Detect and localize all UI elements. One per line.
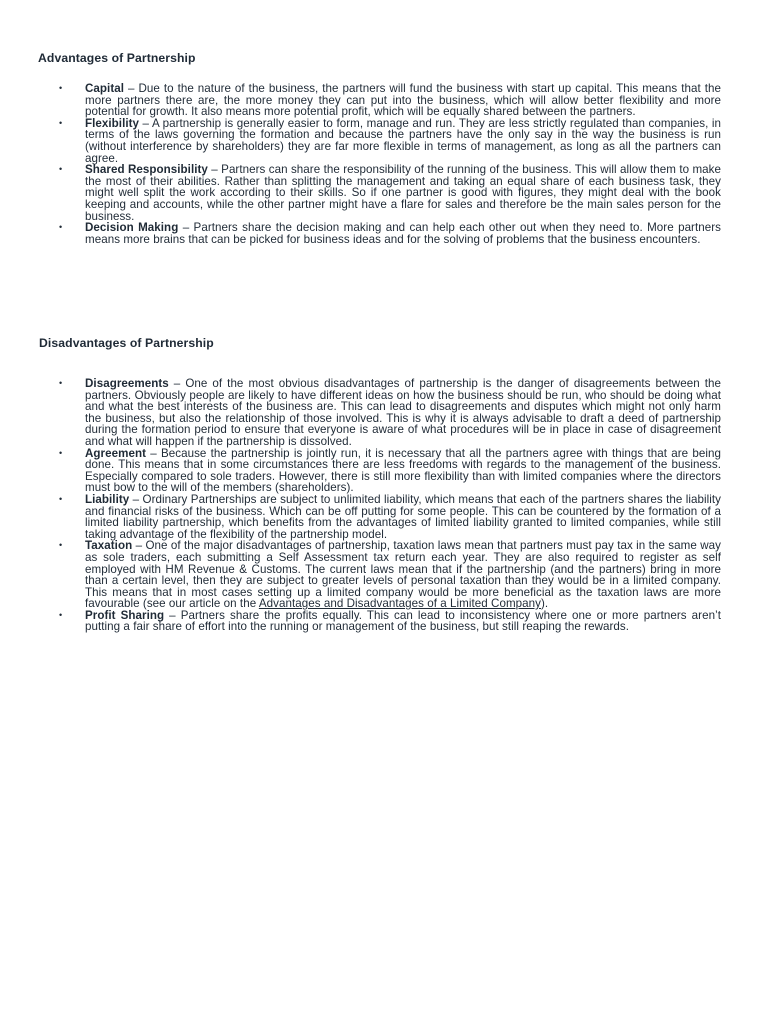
item-term: Liability	[85, 492, 130, 506]
advantages-list	[38, 83, 721, 245]
bullet-icon: •	[59, 493, 63, 504]
item-term: Profit Sharing	[85, 608, 165, 622]
item-term: Shared Responsibility	[85, 163, 208, 177]
bullet-icon: •	[59, 222, 63, 233]
bullet-icon: •	[59, 83, 63, 93]
list-item	[38, 540, 721, 610]
item-text: Partners share the profits equally. This can lead to inconsistency where one or more partners aren’t putting a fair share of effort into the running or management of the business, but still reaping the rewards.	[85, 608, 721, 634]
bullet-icon: •	[59, 164, 63, 175]
advantages-heading: Advantages of Partnership	[38, 51, 196, 65]
item-term: Taxation	[85, 539, 133, 553]
term-separator: –	[139, 116, 152, 130]
bullet-icon: •	[59, 540, 63, 551]
term-separator: –	[129, 492, 143, 506]
item-term: Capital	[85, 82, 125, 95]
item-text: A partnership is generally easier to form, manage and run. They are less strictly regulated than companies, in terms of the laws governing the formation and because the partners have the only say in the way the business is run (without interference by shareholders) they are far more flexible in terms of management, as long as all the partners can agree.	[85, 116, 721, 165]
term-separator: –	[124, 82, 139, 95]
list-item	[38, 118, 721, 164]
item-text: Partners can share the responsibility of the running of the business. This will allow them to make the most of their abilities. Rather than splitting the management and taking an equal share of each business task, they might well split the work according to their skills. So if one partner is good with figures, they might deal with the book keeping and accounts, while the other partner might have a flare for sales and therefore be the main sales person for the business.	[85, 163, 722, 223]
item-term: Decision Making	[85, 221, 179, 235]
list-item	[38, 222, 721, 245]
limited-company-article-link[interactable]: Advantages and Disadvantages of a Limited Company	[258, 597, 542, 611]
item-term: Flexibility	[85, 116, 140, 130]
list-item	[38, 83, 721, 118]
term-separator: –	[207, 163, 222, 177]
term-separator: –	[168, 377, 186, 390]
bullet-icon: •	[59, 447, 63, 458]
bullet-icon: •	[59, 117, 63, 128]
disadvantages-heading: Disadvantages of Partnership	[39, 336, 214, 350]
term-separator: –	[132, 539, 146, 553]
item-term: Disagreements	[85, 377, 169, 390]
item-text-after: ).	[541, 597, 549, 611]
item-text: One of the major disadvantages of partnership, taxation laws mean that partners must pay tax in the same way as sole traders, each submitting a Self Assessment tax return each year. They are also required to register as self employed with HM Revenue & Customs. The current laws mean that if the partnership (and the partners) bring in more than a certain level, then they are subject to greater levels of personal taxation than they would be in a limited company. This means that in most cases setting up a limited company would be more beneficial as the taxation laws are more favourable (see our article on the	[85, 539, 721, 611]
bullet-icon: •	[59, 378, 63, 388]
term-separator: –	[164, 608, 181, 622]
item-text: Partners share the decision making and can help each other out when they need to. More partners means more brains that can be picked for business ideas and for the solving of problems that the business encounters.	[85, 221, 721, 246]
item-text: Due to the nature of the business, the partners will fund the business with start up capital. This means that the more partners there are, the more money they can put into the business, which will allow better flexibility and more potential for growth. It also means more potential profit, which will be equally shared between the partners.	[85, 82, 721, 119]
list-item	[38, 448, 721, 494]
term-separator: –	[178, 221, 194, 235]
term-separator: –	[146, 446, 161, 460]
disadvantages-list	[38, 378, 721, 633]
list-item	[38, 164, 721, 222]
list-item	[38, 378, 721, 448]
list-item	[38, 494, 721, 540]
item-term: Agreement	[85, 446, 147, 460]
item-text: One of the most obvious disadvantages of partnership is the danger of disagreements between the partners. Obviously people are likely to have different ideas on how the business should be run, who should be doing what and what the best interests of the business are. This can lead to disagreements and disputes which might not only harm the business, but also the relationship of those involved. This is why it is always advisable to draft a deed of partnership during the formation period to ensure that everyone is aware of what procedures will be in place in case of disagreement and what will happen if the partnership is dissolved.	[85, 377, 722, 448]
bullet-icon: •	[59, 609, 63, 620]
list-item	[38, 610, 721, 633]
item-text: Because the partnership is jointly run, it is necessary that all the partners agree with things that are being done. This means that in some circumstances there are less freedoms with regards to the management of the business. Especially compared to sole traders. However, there is still more flexibility than with limited companies where the directors must bow to the will of the members (shareholders).	[85, 446, 721, 495]
item-text: Ordinary Partnerships are subject to unlimited liability, which means that each of the partners shares the liability and financial risks of the business. Which can be off putting for some people. This can be countered by the formation of a limited liability partnership, which benefits from the advantages of limited liability granted to limited companies, while still taking advantage of the flexibility of the partnership model.	[85, 492, 721, 541]
